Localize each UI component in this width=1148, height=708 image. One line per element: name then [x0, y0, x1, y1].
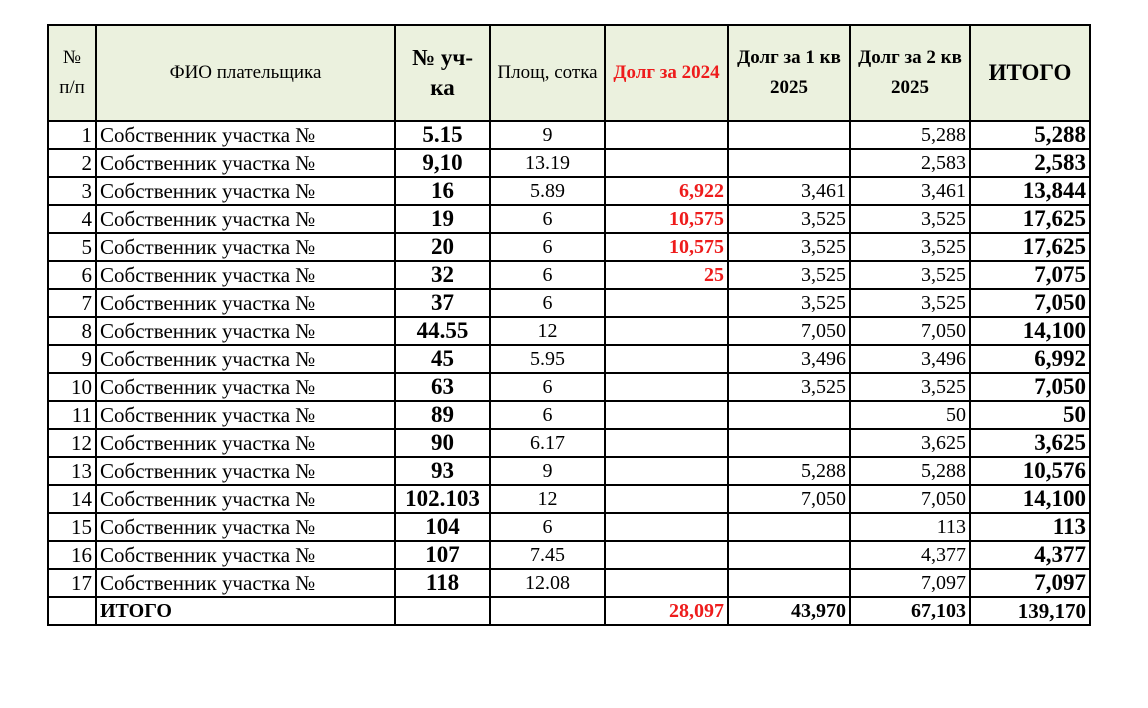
row-total: 113 [970, 513, 1090, 541]
debt-q1-2025: 3,525 [728, 373, 850, 401]
debt-q2-2025: 3,625 [850, 429, 970, 457]
table-row [48, 149, 1090, 177]
row-total: 17,625 [970, 205, 1090, 233]
payer-name: Собственник участка № [96, 457, 395, 485]
table-row [48, 289, 1090, 317]
debt-q2-2025: 5,288 [850, 121, 970, 149]
plot-number: 102.103 [395, 485, 490, 513]
payer-name: Собственник участка № [96, 121, 395, 149]
row-total: 17,625 [970, 233, 1090, 261]
debt-table [47, 24, 1091, 626]
debt-q1-2025 [728, 149, 850, 177]
payer-name: Собственник участка № [96, 513, 395, 541]
row-number: 6 [48, 261, 96, 289]
totals-area-cell [490, 597, 605, 625]
debt-q2-2025: 7,050 [850, 485, 970, 513]
debt-q2-2025: 7,050 [850, 317, 970, 345]
plot-number: 20 [395, 233, 490, 261]
payer-name: Собственник участка № [96, 289, 395, 317]
payer-name: Собственник участка № [96, 373, 395, 401]
debt-q1-2025 [728, 513, 850, 541]
row-total: 4,377 [970, 541, 1090, 569]
debt-q2-2025: 50 [850, 401, 970, 429]
debt-q2-2025: 3,461 [850, 177, 970, 205]
debt-q2-2025: 3,525 [850, 373, 970, 401]
row-number: 5 [48, 233, 96, 261]
payer-name: Собственник участка № [96, 261, 395, 289]
row-total: 7,075 [970, 261, 1090, 289]
row-total: 14,100 [970, 485, 1090, 513]
plot-number: 32 [395, 261, 490, 289]
plot-area: 12.08 [490, 569, 605, 597]
row-number: 8 [48, 317, 96, 345]
table-row [48, 569, 1090, 597]
debt-2024 [605, 569, 728, 597]
plot-area: 5.95 [490, 345, 605, 373]
debt-q1-2025: 3,496 [728, 345, 850, 373]
row-total: 7,050 [970, 373, 1090, 401]
debt-2024 [605, 121, 728, 149]
debt-q1-2025: 5,288 [728, 457, 850, 485]
payer-name: Собственник участка № [96, 177, 395, 205]
row-number: 17 [48, 569, 96, 597]
payer-name: Собственник участка № [96, 317, 395, 345]
debt-q2-2025: 2,583 [850, 149, 970, 177]
row-total: 7,050 [970, 289, 1090, 317]
header-debt-q2-2025: Долг за 2 кв 2025 [850, 25, 970, 121]
payer-name: Собственник участка № [96, 233, 395, 261]
debt-q2-2025: 3,525 [850, 233, 970, 261]
row-total: 5,288 [970, 121, 1090, 149]
row-number: 13 [48, 457, 96, 485]
row-number: 15 [48, 513, 96, 541]
table-row [48, 373, 1090, 401]
table-row [48, 429, 1090, 457]
plot-number: 89 [395, 401, 490, 429]
debt-2024 [605, 317, 728, 345]
row-number: 7 [48, 289, 96, 317]
row-total: 7,097 [970, 569, 1090, 597]
debt-2024 [605, 345, 728, 373]
table-row [48, 121, 1090, 149]
plot-number: 45 [395, 345, 490, 373]
table-row [48, 457, 1090, 485]
header-plot: № уч-ка [395, 25, 490, 121]
plot-area: 6 [490, 261, 605, 289]
table-row [48, 345, 1090, 373]
payer-name: Собственник участка № [96, 569, 395, 597]
table-row [48, 541, 1090, 569]
debt-2024 [605, 429, 728, 457]
header-total: ИТОГО [970, 25, 1090, 121]
row-total: 3,625 [970, 429, 1090, 457]
row-number: 9 [48, 345, 96, 373]
plot-area: 6 [490, 289, 605, 317]
payer-name: Собственник участка № [96, 149, 395, 177]
plot-number: 107 [395, 541, 490, 569]
row-total: 50 [970, 401, 1090, 429]
table-header [48, 25, 1090, 121]
table-row [48, 401, 1090, 429]
row-number: 3 [48, 177, 96, 205]
plot-area: 12 [490, 485, 605, 513]
debt-q1-2025: 7,050 [728, 317, 850, 345]
plot-area: 5.89 [490, 177, 605, 205]
plot-area: 9 [490, 121, 605, 149]
totals-plot-cell [395, 597, 490, 625]
plot-number: 19 [395, 205, 490, 233]
debt-q2-2025: 4,377 [850, 541, 970, 569]
row-total: 6,992 [970, 345, 1090, 373]
header-debt-q1-2025: Долг за 1 кв 2025 [728, 25, 850, 121]
table-row [48, 177, 1090, 205]
debt-2024 [605, 401, 728, 429]
debt-2024: 6,922 [605, 177, 728, 205]
plot-number: 44.55 [395, 317, 490, 345]
plot-area: 6 [490, 233, 605, 261]
debt-q2-2025: 5,288 [850, 457, 970, 485]
header-area: Площ, сотка [490, 25, 605, 121]
plot-number: 93 [395, 457, 490, 485]
debt-q2-2025: 3,525 [850, 261, 970, 289]
debt-q2-2025: 3,496 [850, 345, 970, 373]
row-number: 16 [48, 541, 96, 569]
debt-q1-2025: 3,525 [728, 289, 850, 317]
debt-2024 [605, 541, 728, 569]
debt-q1-2025 [728, 429, 850, 457]
row-total: 10,576 [970, 457, 1090, 485]
payer-name: Собственник участка № [96, 485, 395, 513]
plot-area: 12 [490, 317, 605, 345]
row-number: 1 [48, 121, 96, 149]
totals-debt-q2-2025: 67,103 [850, 597, 970, 625]
plot-number: 118 [395, 569, 490, 597]
debt-2024 [605, 457, 728, 485]
totals-debt-2024: 28,097 [605, 597, 728, 625]
table-row [48, 317, 1090, 345]
totals-grand-total: 139,170 [970, 597, 1090, 625]
totals-row [48, 597, 1090, 625]
plot-area: 6 [490, 205, 605, 233]
row-total: 2,583 [970, 149, 1090, 177]
payer-name: Собственник участка № [96, 345, 395, 373]
header-debt-2024: Долг за 2024 [605, 25, 728, 121]
payer-name: Собственник участка № [96, 401, 395, 429]
debt-q2-2025: 113 [850, 513, 970, 541]
table-row [48, 233, 1090, 261]
debt-q2-2025: 3,525 [850, 289, 970, 317]
payer-name: Собственник участка № [96, 205, 395, 233]
debt-2024 [605, 289, 728, 317]
debt-q1-2025: 3,525 [728, 205, 850, 233]
payer-name: Собственник участка № [96, 541, 395, 569]
header-num: № п/п [48, 25, 96, 121]
debt-q1-2025: 3,525 [728, 233, 850, 261]
debt-q1-2025: 3,461 [728, 177, 850, 205]
totals-num-cell [48, 597, 96, 625]
debt-2024: 25 [605, 261, 728, 289]
debt-q1-2025: 3,525 [728, 261, 850, 289]
row-number: 4 [48, 205, 96, 233]
plot-number: 104 [395, 513, 490, 541]
debt-2024 [605, 149, 728, 177]
totals-debt-q1-2025: 43,970 [728, 597, 850, 625]
payer-name: Собственник участка № [96, 429, 395, 457]
plot-number: 5.15 [395, 121, 490, 149]
table-row [48, 513, 1090, 541]
debt-2024 [605, 513, 728, 541]
plot-number: 63 [395, 373, 490, 401]
debt-q2-2025: 7,097 [850, 569, 970, 597]
plot-number: 9,10 [395, 149, 490, 177]
plot-area: 9 [490, 457, 605, 485]
plot-area: 6 [490, 401, 605, 429]
debt-q1-2025 [728, 121, 850, 149]
debt-2024 [605, 485, 728, 513]
plot-area: 6 [490, 513, 605, 541]
debt-2024: 10,575 [605, 233, 728, 261]
row-number: 12 [48, 429, 96, 457]
row-number: 11 [48, 401, 96, 429]
header-name: ФИО плательщика [96, 25, 395, 121]
row-total: 14,100 [970, 317, 1090, 345]
table-row [48, 205, 1090, 233]
table-body [48, 121, 1090, 625]
debt-2024 [605, 373, 728, 401]
plot-area: 6.17 [490, 429, 605, 457]
totals-label: ИТОГО [96, 597, 395, 625]
plot-number: 90 [395, 429, 490, 457]
debt-q1-2025 [728, 401, 850, 429]
plot-area: 7.45 [490, 541, 605, 569]
debt-q1-2025: 7,050 [728, 485, 850, 513]
debt-q2-2025: 3,525 [850, 205, 970, 233]
row-number: 2 [48, 149, 96, 177]
debt-2024: 10,575 [605, 205, 728, 233]
debt-q1-2025 [728, 541, 850, 569]
header-row [48, 25, 1090, 121]
row-number: 14 [48, 485, 96, 513]
row-number: 10 [48, 373, 96, 401]
plot-number: 16 [395, 177, 490, 205]
plot-number: 37 [395, 289, 490, 317]
plot-area: 13.19 [490, 149, 605, 177]
table-row [48, 485, 1090, 513]
table-row [48, 261, 1090, 289]
plot-area: 6 [490, 373, 605, 401]
debt-q1-2025 [728, 569, 850, 597]
row-total: 13,844 [970, 177, 1090, 205]
